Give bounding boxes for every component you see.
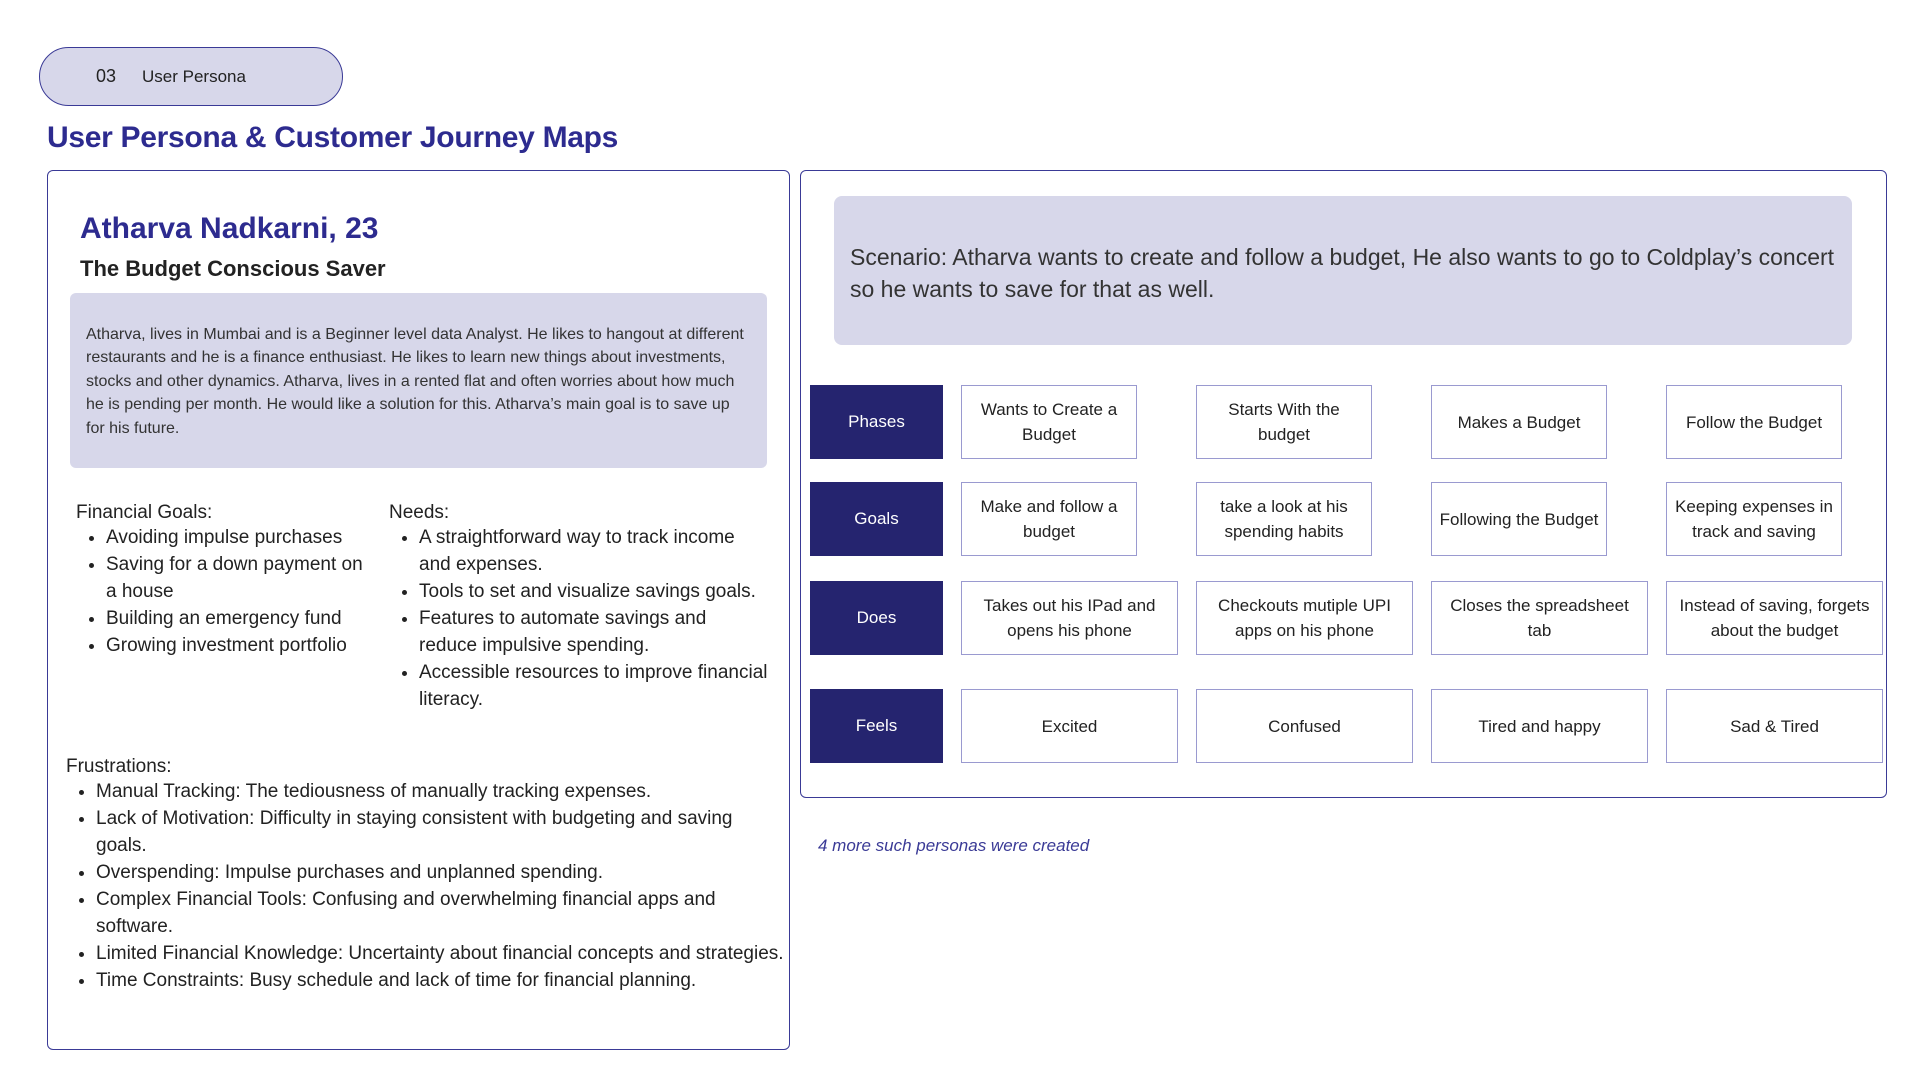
scenario-box: Scenario: Atharva wants to create and follow a budget, He also wants to go to Coldplay’s concert so he wants to save for that as well.: [834, 196, 1852, 345]
persona-archetype: The Budget Conscious Saver: [80, 256, 386, 281]
needs-section: [389, 502, 769, 713]
journey-cell-goals: take a look at his spending habits: [1196, 482, 1372, 556]
journey-cell-phases: Follow the Budget: [1666, 385, 1842, 459]
journey-cell-goals: Make and follow a budget: [961, 482, 1137, 556]
journey-cell-phases: Wants to Create a Budget: [961, 385, 1137, 459]
frustration-item: • Manual Tracking: The tediousness of manually tracking expenses.: [96, 778, 786, 805]
persona-name: Atharva Nadkarni, 23: [80, 212, 379, 245]
financial-goals-heading: Financial Goals:: [76, 502, 213, 523]
frustrations-heading: Frustrations:: [66, 756, 172, 777]
journey-cell-feels: Excited: [961, 689, 1178, 763]
row-label-feels: Feels: [810, 689, 943, 763]
frustration-item: • Overspending: Impulse purchases and unplanned spending.: [96, 859, 786, 886]
persona-bio: Atharva, lives in Mumbai and is a Beginner level data Analyst. He likes to hangout at different restaurants and he is a finance enthusiast. He likes to learn new things about investments, stocks and other dynamics. Atharva, lives in a rented flat and often worries about how much he is pending per month. He would like a solution for this. Atharva’s main goal is to save up for his future.: [70, 293, 767, 468]
journey-cell-goals: Keeping expenses in track and saving: [1666, 482, 1842, 556]
frustration-item: • Complex Financial Tools: Confusing and overwhelming financial apps and software.: [96, 886, 786, 940]
financial-goals-list: [76, 524, 376, 659]
journey-cell-feels: Tired and happy: [1431, 689, 1648, 763]
journey-cell-feels: Sad & Tired: [1666, 689, 1883, 763]
section-number: 03: [96, 66, 117, 86]
journey-cell-does: Instead of saving, forgets about the budget: [1666, 581, 1883, 655]
frustration-item: • Time Constraints: Busy schedule and lack of time for financial planning.: [96, 967, 786, 994]
need-item: • A straightforward way to track income and expenses.: [419, 524, 769, 578]
row-label-phases: Phases: [810, 385, 943, 459]
financial-goal-item: • Saving for a down payment on a house: [106, 551, 376, 605]
frustrations-section: [66, 756, 786, 994]
section-label: User Persona: [142, 67, 246, 86]
journey-cell-phases: Starts With the budget: [1196, 385, 1372, 459]
journey-cell-does: Closes the spreadsheet tab: [1431, 581, 1648, 655]
frustrations-list: [66, 778, 786, 994]
journey-cell-feels: Confused: [1196, 689, 1413, 763]
footnote: 4 more such personas were created: [818, 836, 1090, 855]
financial-goals-section: [76, 502, 376, 659]
journey-cell-does: Checkouts mutiple UPI apps on his phone: [1196, 581, 1413, 655]
financial-goal-item: • Building an emergency fund: [106, 605, 376, 632]
frustration-item: • Lack of Motivation: Difficulty in staying consistent with budgeting and saving goals.: [96, 805, 786, 859]
journey-cell-phases: Makes a Budget: [1431, 385, 1607, 459]
row-label-goals: Goals: [810, 482, 943, 556]
section-tag: [39, 47, 343, 106]
needs-list: [389, 524, 769, 713]
financial-goal-item: • Avoiding impulse purchases: [106, 524, 376, 551]
need-item: • Accessible resources to improve financial literacy.: [419, 659, 769, 713]
row-label-does: Does: [810, 581, 943, 655]
journey-cell-does: Takes out his IPad and opens his phone: [961, 581, 1178, 655]
need-item: • Tools to set and visualize savings goals.: [419, 578, 769, 605]
need-item: • Features to automate savings and reduce impulsive spending.: [419, 605, 769, 659]
frustration-item: • Limited Financial Knowledge: Uncertainty about financial concepts and strategies.: [96, 940, 786, 967]
page-title: User Persona & Customer Journey Maps: [47, 121, 619, 154]
needs-heading: Needs:: [389, 502, 450, 523]
journey-cell-goals: Following the Budget: [1431, 482, 1607, 556]
financial-goal-item: • Growing investment portfolio: [106, 632, 376, 659]
